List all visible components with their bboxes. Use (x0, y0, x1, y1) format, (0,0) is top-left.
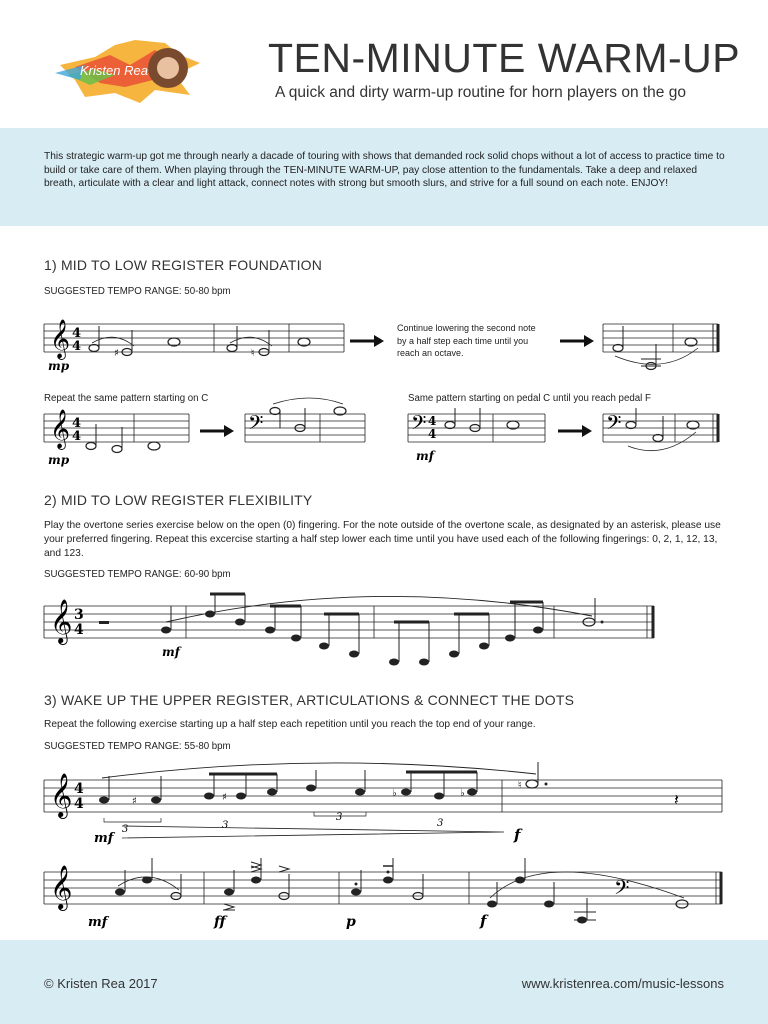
svg-text:4: 4 (74, 622, 84, 638)
staff-1b (603, 318, 721, 378)
website-link[interactable]: www.kristenrea.com/music-lessons (521, 976, 724, 991)
page-subtitle: A quick and dirty warm-up routine for horn players on the go (275, 84, 686, 101)
dynamic-mf: mf (88, 915, 108, 930)
section2-heading: 2) MID TO LOW REGISTER FLEXIBILITY (44, 492, 313, 508)
dynamic-mp: mp (48, 453, 70, 467)
svg-text:4: 4 (428, 427, 437, 441)
arrow-right-icon (350, 334, 384, 348)
staff-1a (44, 318, 344, 378)
sharp-icon: ♯ (132, 796, 137, 807)
section2-tempo: SUGGESTED TEMPO RANGE: 60-90 bpm (44, 569, 231, 580)
intro-text: This strategic warm-up got me through nearly a dacade of touring with shows that demanded rock solid chops without a lot of access to practice time to build or take care of them. When playing through the TEN-MINUTE WARM-UP, pay close attention to the fundamentals. Take a deep and relaxed breath, articulate with a clear and light attack, connect notes with strong but smooth slurs, and strive for a full sound on each note. ENJOY! (44, 151, 725, 190)
svg-text:4: 4 (72, 326, 82, 341)
staff-2 (44, 592, 654, 672)
dynamic-mf: mf (94, 831, 114, 846)
staff-1e (408, 408, 545, 468)
dynamic-mp: mp (48, 359, 70, 373)
kristen-rea-logo (55, 35, 210, 105)
section3-tempo: SUGGESTED TEMPO RANGE: 55-80 bpm (44, 741, 231, 752)
flat-icon: ♭ (460, 788, 465, 799)
bass-clef-icon: 𝄢 (248, 411, 264, 439)
staff-3a (44, 770, 722, 850)
flat-icon: ♭ (392, 788, 397, 799)
treble-clef-icon: 𝄞 (50, 773, 73, 817)
section1-tempo: SUGGESTED TEMPO RANGE: 50-80 bpm (44, 286, 231, 297)
logo-text: Kristen Rea (80, 63, 148, 78)
dynamic-ff: ff (214, 914, 226, 930)
section1-heading: 1) MID TO LOW REGISTER FOUNDATION (44, 257, 323, 273)
arrow-right-icon (558, 424, 592, 438)
svg-text:4: 4 (74, 781, 84, 797)
page-footer (0, 940, 768, 1024)
svg-text:3: 3 (437, 818, 444, 829)
svg-text:3: 3 (122, 824, 129, 835)
bass-clef-icon: 𝄢 (614, 876, 630, 904)
sharp-icon: ♯ (114, 348, 119, 359)
svg-text:4: 4 (72, 416, 82, 431)
bass-clef-icon: 𝄢 (606, 411, 622, 439)
svg-text:3: 3 (336, 812, 343, 823)
bass-clef-icon: 𝄢 (411, 411, 427, 439)
staff-1c (44, 408, 189, 468)
svg-text:4: 4 (72, 339, 82, 354)
intro-band (0, 128, 768, 226)
treble-clef-icon: 𝄞 (50, 409, 71, 449)
staff-1d (245, 408, 365, 468)
svg-text:3: 3 (74, 607, 84, 623)
section3-heading: 3) WAKE UP THE UPPER REGISTER, ARTICULATIONS & CONNECT THE DOTS (44, 692, 575, 708)
staff-1f (603, 408, 721, 468)
repeat-on-c: Repeat the same pattern starting on C (44, 393, 209, 404)
page-header (0, 0, 768, 128)
treble-clef-icon: 𝄞 (50, 319, 71, 359)
sharp-icon: ♯ (222, 792, 227, 803)
continue-instruction: Continue lowering the second note by a half step each time until you reach an octave. (397, 323, 536, 358)
natural-icon: ♮ (518, 780, 522, 791)
dynamic-f: f (514, 826, 521, 844)
svg-text:3: 3 (222, 820, 229, 831)
section3-body: Repeat the following exercise starting up a half step each repetition until you reach the top end of your range. (44, 719, 536, 730)
section2-body: Play the overtone series exercise below on the open (0) fingering. For the note outside of the overtone scale, as designated by an asterisk, please use your preferred fingering. Repeat this excercise starting a half step lower each time until you have used each of the following fingerings: 0, 2, 1, 12, 13, and 123. (44, 520, 721, 559)
svg-text:4: 4 (74, 796, 84, 812)
dynamic-mf: mf (162, 645, 180, 659)
treble-clef-icon: 𝄞 (50, 599, 73, 643)
svg-text:𝄽: 𝄽 (674, 790, 679, 809)
copyright: © Kristen Rea 2017 (44, 976, 158, 991)
dynamic-f: f (480, 912, 487, 930)
svg-text:4: 4 (72, 429, 82, 444)
dynamic-mf: mf (416, 449, 434, 463)
pedal-instruction: Same pattern starting on pedal C until you reach pedal F (408, 393, 651, 404)
arrow-right-icon (200, 424, 234, 438)
arrow-right-icon (560, 334, 594, 348)
staff-3b (44, 858, 722, 933)
treble-clef-icon: 𝄞 (50, 865, 73, 909)
dynamic-p: p (346, 914, 356, 930)
natural-icon: ♮ (251, 348, 255, 359)
svg-text:4: 4 (428, 414, 437, 428)
page-title: TEN-MINUTE WARM-UP (268, 35, 741, 81)
